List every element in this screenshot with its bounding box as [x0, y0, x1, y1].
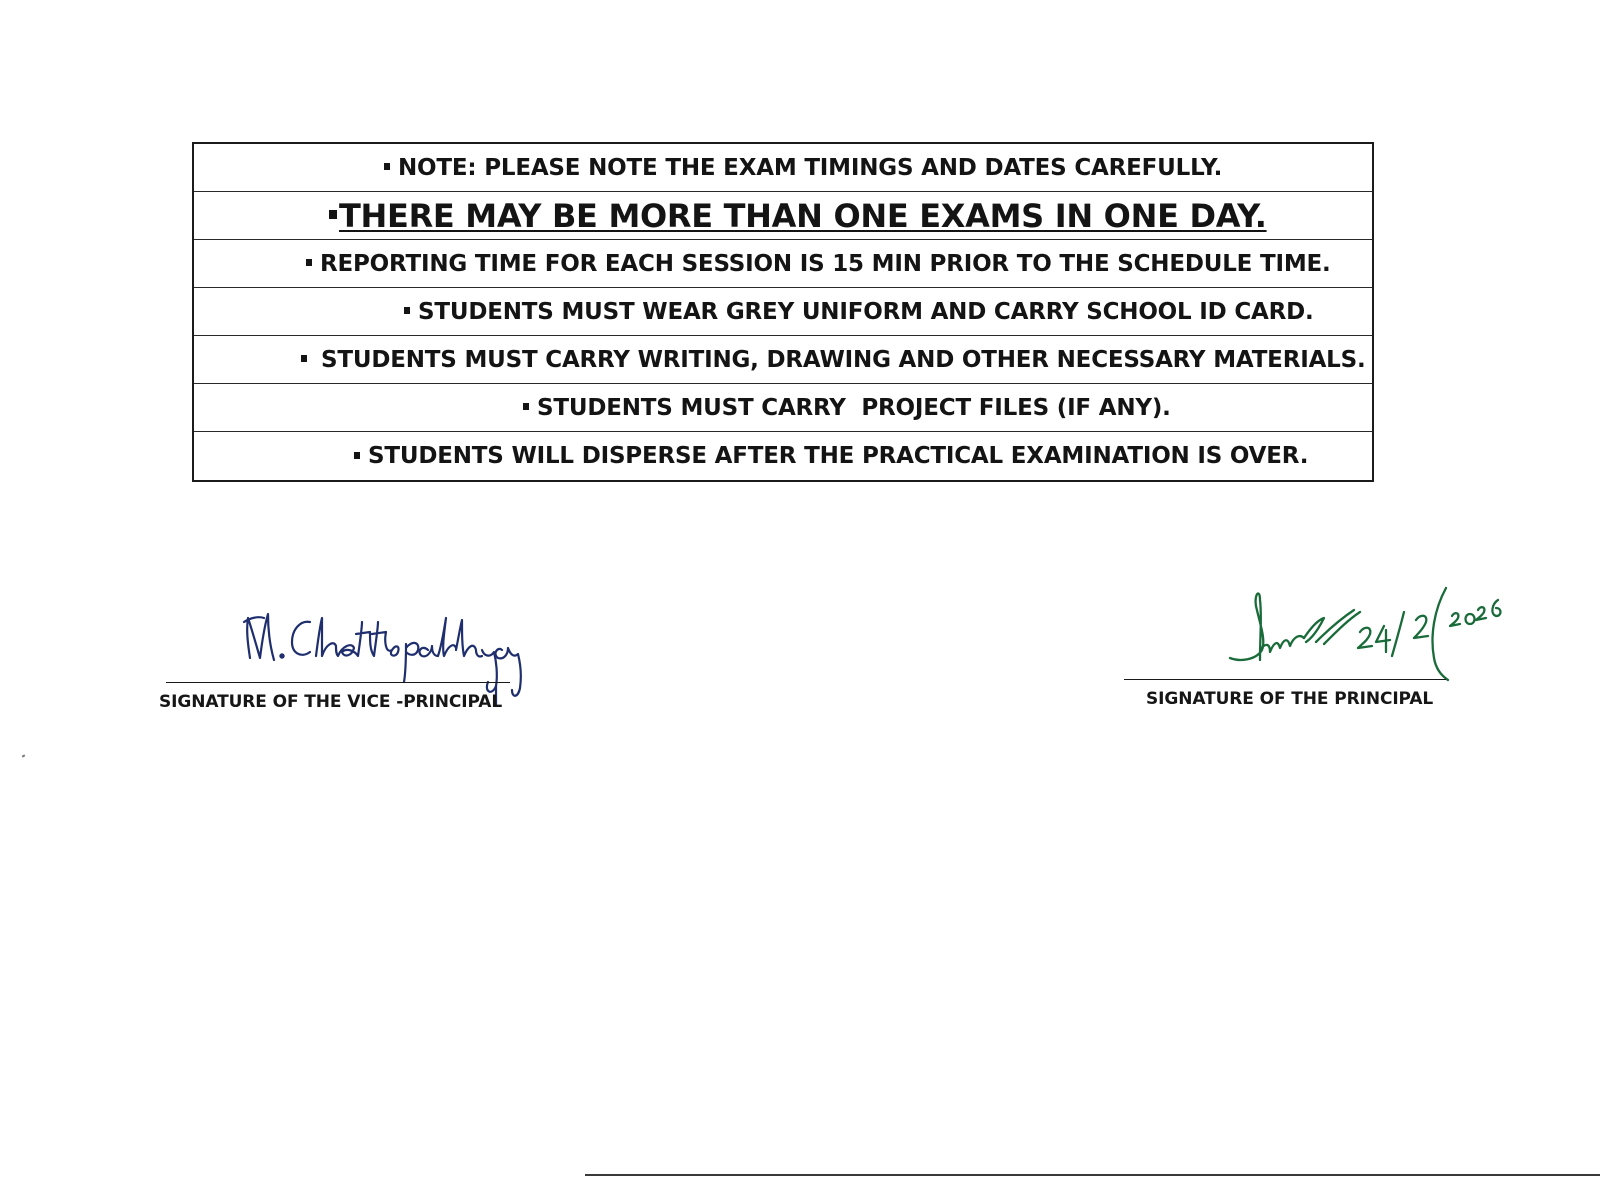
scan-speck — [22, 754, 26, 757]
notice-row — [194, 288, 1372, 336]
notice-text: REPORTING TIME FOR EACH SESSION IS 15 MIN PRIOR TO THE SCHEDULE TIME. — [320, 250, 1331, 277]
notice-text: NOTE: PLEASE NOTE THE EXAM TIMINGS AND DATES CAREFULLY. — [398, 154, 1223, 181]
principal-caption: SIGNATURE OF THE PRINCIPAL — [1146, 689, 1434, 709]
principal-signature — [1220, 580, 1520, 690]
bullet-icon — [329, 210, 337, 219]
notice-text: STUDENTS MUST WEAR GREY UNIFORM AND CARRY SCHOOL ID CARD. — [418, 298, 1314, 325]
notice-text: STUDENTS MUST CARRY PROJECT FILES (IF ANY). — [537, 394, 1171, 421]
notice-table — [192, 142, 1374, 482]
bullet-icon — [306, 259, 312, 266]
bullet-icon — [354, 452, 360, 459]
vice-principal-signature-line — [166, 682, 510, 683]
notice-row-highlight — [194, 192, 1372, 240]
bullet-icon — [384, 163, 390, 170]
notice-row — [194, 432, 1372, 480]
vice-principal-caption: SIGNATURE OF THE VICE -PRINCIPAL — [159, 692, 503, 712]
bottom-rule — [585, 1174, 1600, 1176]
notice-row — [194, 336, 1372, 384]
bullet-icon — [301, 355, 307, 362]
bullet-icon — [404, 307, 410, 314]
notice-row — [194, 240, 1372, 288]
bullet-icon — [523, 403, 529, 410]
notice-row — [194, 384, 1372, 432]
notice-row — [194, 144, 1372, 192]
notice-text: THERE MAY BE MORE THAN ONE EXAMS IN ONE DAY. — [339, 196, 1267, 235]
notice-text: STUDENTS MUST CARRY WRITING, DRAWING AND OTHER NECESSARY MATERIALS. — [321, 346, 1366, 373]
notice-text: STUDENTS WILL DISPERSE AFTER THE PRACTICAL EXAMINATION IS OVER. — [368, 443, 1309, 469]
principal-signature-line — [1124, 679, 1446, 680]
